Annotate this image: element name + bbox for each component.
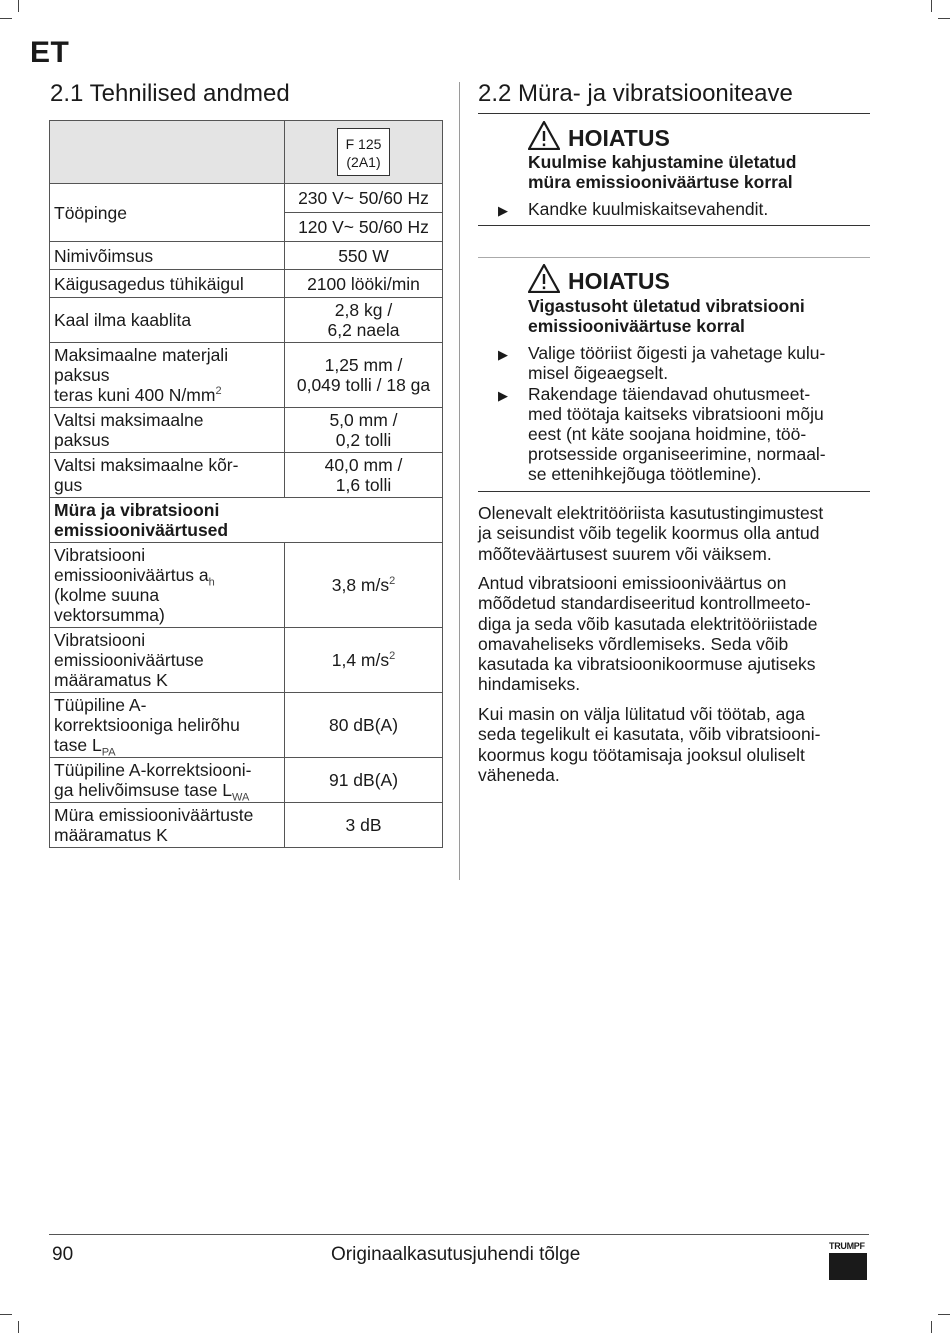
bullet-text: [528, 384, 826, 484]
section-title-technical-data: 2.1 Tehnilised andmed: [50, 80, 290, 107]
row-value-weight: [285, 298, 443, 343]
row-label-noise-uncertainty: [50, 803, 285, 848]
row-value-sound-power: 91 dB(A): [285, 758, 443, 803]
bullet-line: med töötaja kaitseks vibratsiooni mõju: [528, 404, 824, 424]
row-value-voltage-230: 230 V~ 50/60 Hz: [285, 184, 443, 213]
label-line: gus: [54, 475, 83, 495]
label-line: Maksimaalne materjali: [54, 345, 229, 365]
warning-heading-2: [528, 264, 670, 299]
text-line: hindamiseks.: [478, 674, 581, 695]
row-value-vibration-uncertainty: [285, 628, 443, 693]
row-label-thickness: [50, 343, 285, 408]
divider: [478, 491, 870, 492]
row-value-power: 550 W: [285, 242, 443, 270]
bullet-line: misel õigeaegselt.: [528, 363, 669, 383]
crop-mark: [931, 0, 932, 12]
bullet-triangle-icon: ▶: [498, 347, 508, 362]
label-text: ga helivõimsuse tase L: [54, 780, 233, 800]
label-line: emissiooniväärtuse: [54, 650, 204, 670]
list-item: [498, 199, 868, 221]
row-label-seam-height: [50, 453, 285, 498]
row-label-seam-thickness: [50, 408, 285, 453]
table-row: [50, 628, 443, 693]
label-line: korrektsiooniga helirõhu: [54, 715, 240, 735]
row-value-stroke: 2100 lööki/min: [285, 270, 443, 298]
row-label-sound-pressure: [50, 693, 285, 758]
row-label-voltage: Tööpinge: [50, 184, 285, 242]
text-line: seda tegelikult ei kasutata, võib vibratsiooni-: [478, 724, 821, 745]
text-line: ja seisundist võib tegelik koormus olla antud: [478, 523, 820, 544]
subtitle-line: emissiooniväärtuse korral: [528, 316, 745, 336]
text-line: mõõdetud standardiseeritud kontrollmeeto-: [478, 593, 811, 614]
bullet-line: eest (nt käte soojana hoidmine, töö-: [528, 424, 807, 444]
bullet-text: [528, 343, 825, 383]
label-line: Tüüpiline A-: [54, 695, 147, 715]
label-line: Vibratsiooni: [54, 630, 146, 650]
label-line: Valtsi maksimaalne: [54, 410, 204, 430]
model-code: (2A1): [346, 154, 381, 170]
label-line: määramatus K: [54, 670, 168, 690]
row-label-vibration-uncertainty: [50, 628, 285, 693]
text-line: kasutada ka vibratsioonikoormuse ajutiseks: [478, 654, 816, 675]
divider: [478, 225, 870, 226]
row-value-vibration: [285, 543, 443, 628]
table-row: [50, 543, 443, 628]
table-row: [50, 343, 443, 408]
technical-data-table: [49, 120, 443, 848]
label-line: vektorsumma): [54, 605, 165, 625]
label-text: tase L: [54, 735, 102, 755]
text-line: Olenevalt elektritööriista kasutustingimustest: [478, 503, 824, 523]
page-number: 90: [52, 1244, 74, 1265]
label-text: teras kuni 400 N/mm: [54, 385, 216, 405]
value-line: 1,6 tolli: [335, 475, 392, 495]
row-value-voltage-120: 120 V~ 50/60 Hz: [285, 213, 443, 242]
subtitle-line: müra emissiooniväärtuse korral: [528, 172, 793, 192]
table-row: [50, 242, 443, 270]
value-line: 1,25 mm /: [324, 355, 403, 375]
label-line: [54, 565, 280, 589]
label-line: Tüüpiline A-korrektsiooni-: [54, 760, 252, 780]
table-row: [50, 270, 443, 298]
divider: [478, 113, 870, 114]
text-line: väheneda.: [478, 764, 560, 785]
value-text: 3,8 m/s: [331, 575, 390, 595]
row-value-noise-uncertainty: 3 dB: [285, 803, 443, 848]
section-title-noise-vibration: 2.2 Müra- ja vibratsiooniteave: [478, 80, 793, 107]
label-line: paksus: [54, 365, 110, 385]
value-line: 0,2 tolli: [335, 430, 392, 450]
subtitle-line: Vigastusoht ületatud vibratsiooni: [528, 296, 805, 316]
label-line: [54, 735, 280, 759]
row-label-power: Nimivõimsus: [50, 242, 285, 270]
crop-mark: [938, 18, 950, 19]
row-label-vibration: [50, 543, 285, 628]
text-line: omavaheliseks võrdlemiseks. Seda võib: [478, 633, 789, 654]
warning-triangle-icon: [528, 121, 560, 156]
label-line: paksus: [54, 430, 110, 450]
list-item: [498, 384, 868, 484]
label-line: [54, 385, 280, 405]
table-row: [50, 693, 443, 758]
label-line: Valtsi maksimaalne kõr-: [54, 455, 239, 475]
paragraph-load-variation: [478, 503, 870, 564]
subscript: h: [208, 576, 215, 589]
warning-subtitle-2: [528, 296, 868, 336]
row-label-sound-power: [50, 758, 285, 803]
model-name: F 125: [345, 136, 382, 152]
paragraph-measurement-method: [478, 573, 870, 695]
model-box: [337, 128, 391, 176]
column-divider: [459, 82, 460, 880]
row-value-thickness: [285, 343, 443, 408]
warning-label: HOIATUS: [568, 125, 670, 151]
table-row-section-header: [50, 498, 443, 543]
label-line: (kolme suuna: [54, 585, 160, 605]
label-line: Müra emissiooniväärtuste: [54, 805, 254, 825]
bullet-line: se ettenihkejõuga töötlemine).: [528, 464, 762, 484]
model-cell: [285, 121, 443, 184]
superscript: 2: [215, 385, 222, 398]
table-row: [50, 758, 443, 803]
value-text: 1,4 m/s: [331, 650, 390, 670]
bullet-line: Rakendage täiendavad ohutusmeet-: [528, 384, 811, 404]
bullet-line: protsesside organiseerimine, normaal-: [528, 444, 826, 464]
subscript: WA: [232, 791, 250, 804]
label-line: Müra ja vibratsiooni: [54, 500, 220, 520]
crop-mark: [18, 0, 19, 12]
language-code: ET: [30, 36, 70, 69]
subtitle-line: Kuulmise kahjustamine ületatud: [528, 152, 797, 172]
superscript: 2: [389, 650, 396, 663]
value-line: 0,049 tolli / 18 ga: [296, 375, 431, 395]
label-line: [54, 780, 280, 804]
warning-heading-1: [528, 121, 670, 156]
label-line: Vibratsiooni: [54, 545, 146, 565]
row-value-seam-height: [285, 453, 443, 498]
text-line: koormus kogu töötamisaja jooksul oluliselt: [478, 744, 805, 765]
row-value-sound-pressure: 80 dB(A): [285, 693, 443, 758]
label-text: emissiooniväärtus a: [54, 565, 209, 585]
text-line: mõõteväärtusest suurem või väiksem.: [478, 543, 772, 564]
crop-mark: [18, 1321, 19, 1333]
table-header-row: [50, 121, 443, 184]
text-line: Antud vibratsiooni emissiooniväärtus on: [478, 573, 787, 593]
text-line: diga ja seda võib kasutada elektritööriistade: [478, 613, 818, 634]
label-line: emissiooniväärtused: [54, 520, 229, 540]
brand-logo-text: TRUMPF: [829, 1241, 865, 1251]
paragraph-idle-reduction: [478, 704, 870, 785]
weight-kg: 2,8 kg /: [334, 300, 393, 320]
footer-title: Originaalkasutusjuhendi tõlge: [331, 1244, 581, 1265]
bullet-line: Valige tööriist õigesti ja vahetage kulu-: [528, 343, 826, 363]
crop-mark: [0, 1314, 12, 1315]
warning-subtitle-1: [528, 152, 868, 192]
footer-divider: [49, 1234, 869, 1235]
crop-mark: [0, 18, 12, 19]
text-line: Kui masin on välja lülitatud või töötab, aga: [478, 704, 805, 724]
crop-mark: [931, 1321, 932, 1333]
superscript: 2: [389, 575, 396, 588]
table-row: [50, 408, 443, 453]
table-header-empty: [50, 121, 285, 184]
table-row: [50, 453, 443, 498]
bullet-triangle-icon: ▶: [498, 203, 508, 218]
value-line: 40,0 mm /: [324, 455, 403, 475]
crop-mark: [938, 1314, 950, 1315]
row-label-weight: Kaal ilma kaablita: [50, 298, 285, 343]
weight-lb: 6,2 naela: [327, 320, 400, 340]
value-line: 5,0 mm /: [329, 410, 398, 430]
table-row: [50, 184, 443, 213]
divider: [478, 257, 870, 258]
brand-logo-icon: [829, 1253, 867, 1280]
bullet-text: Kandke kuulmiskaitsevahendit.: [528, 199, 769, 219]
warning-label: HOIATUS: [568, 268, 670, 294]
table-row: [50, 803, 443, 848]
bullet-triangle-icon: ▶: [498, 388, 508, 403]
subscript: PA: [101, 746, 116, 759]
table-row: [50, 298, 443, 343]
list-item: [498, 343, 868, 383]
warning-triangle-icon: [528, 264, 560, 299]
row-label-stroke: Käigusagedus tühikäigul: [50, 270, 285, 298]
label-line: määramatus K: [54, 825, 168, 845]
noise-vibration-header: [50, 498, 443, 543]
row-value-seam-thickness: [285, 408, 443, 453]
